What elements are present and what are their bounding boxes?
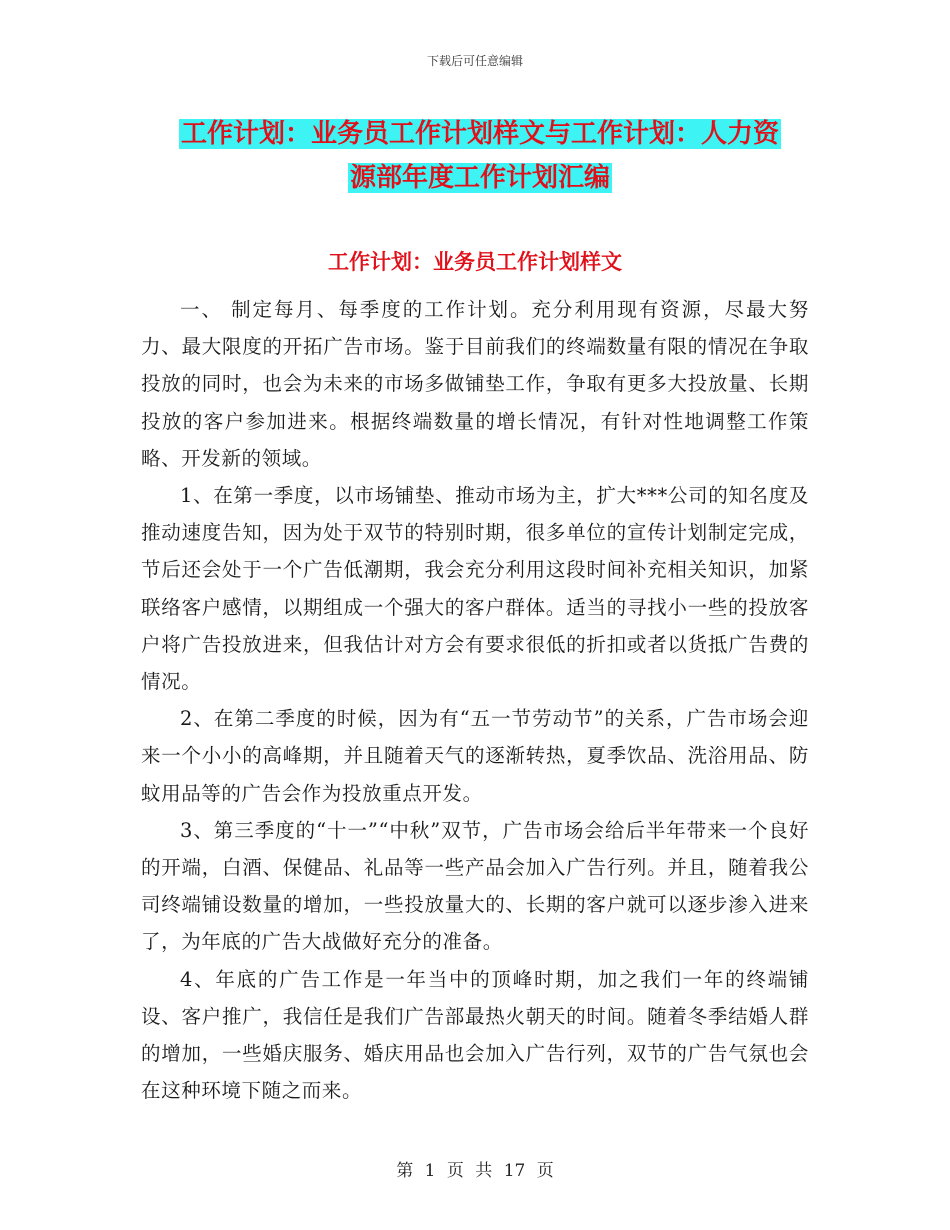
paragraph: 一、 制定每月、每季度的工作计划。充分利用现有资源，尽最大努力、最大限度的开拓广告市场。鉴于目前我们的终端数量有限的情况在争取投放的同时，也会为未来的市场多做铺垫工作，争取有更多大投放量、长期投放的客户参加进来。根据终端数量的增长情况，有针对性地调整工作策略、开发新的领域。 bbox=[141, 298, 809, 470]
section-title: 工作计划：业务员工作计划样文 bbox=[328, 250, 622, 274]
document-title bbox=[140, 112, 820, 200]
paragraph: 3、第三季度的“十一”“中秋”双节，广告市场会给后半年带来一个良好的开端，白酒、保健品、礼品等一些产品会加入广告行列。并且，随着我公司终端铺设数量的增加，一些投放量大的、长期的客户就可以逐步渗入进来了，为年底的广告大战做好充分的准备。 bbox=[141, 818, 809, 954]
paragraph: 1、在第一季度，以市场铺垫、推动市场为主，扩大***公司的知名度及推动速度告知，因为处于双节的特别时期，很多单位的宣传计划制定完成，节后还会处于一个广告低潮期，我会充分利用这段时间补充相关知识，加紧联络客户感情，以期组成一个强大的客户群体。适当的寻找小一些的投放客户将广告投放进来，但我估计对方会有要求很低的折扣或者以货抵广告费的情况。 bbox=[141, 484, 809, 694]
paragraph: 2、在第二季度的时候，因为有“五一节劳动节”的关系，广告市场会迎来一个小小的高峰期，并且随着天气的逐渐转热，夏季饮品、洗浴用品、防蚊用品等的广告会作为投放重点开发。 bbox=[141, 707, 809, 805]
document-title-line-2: 源部年度工作计划汇编 bbox=[349, 163, 610, 193]
body-text bbox=[141, 291, 809, 1109]
page-number-footer: 第 1 页 共 17 页 bbox=[396, 1161, 554, 1181]
page-header-note: 下载后可任意编辑 bbox=[426, 54, 523, 68]
document-title-line-1: 工作计划：业务员工作计划样文与工作计划：人力资 bbox=[180, 119, 779, 149]
paragraph: 4、年底的广告工作是一年当中的顶峰时期，加之我们一年的终端铺设、客户推广，我信任是我们广告部最热火朝天的时间。随着冬季结婚人群的增加，一些婚庆服务、婚庆用品也会加入广告行列，双节的广告气氛也会在这种环境下随之而来。 bbox=[141, 967, 809, 1103]
